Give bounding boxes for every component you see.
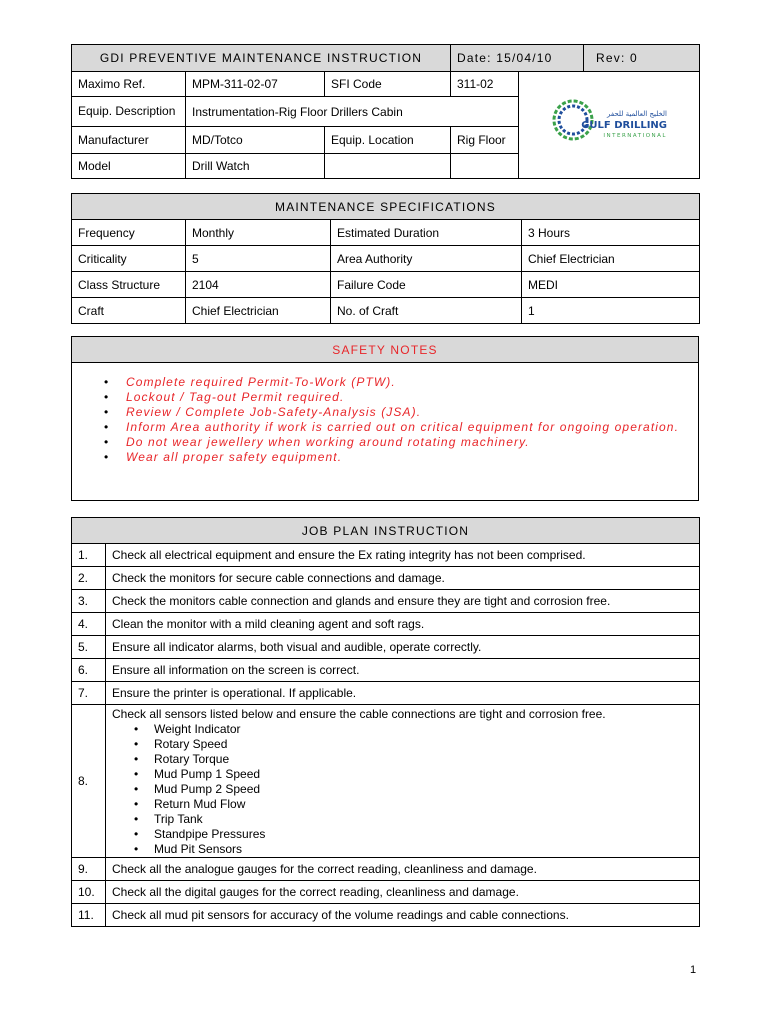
manufacturer-value: MD/Totco (186, 127, 325, 154)
sensor-item: • Trip Tank (134, 812, 203, 826)
maintenance-specs-table (71, 193, 700, 324)
job-step-row (72, 590, 700, 613)
document-date: Date: 15/04/10 (451, 45, 584, 71)
safety-notes-table (71, 336, 699, 501)
step-number: 10. (72, 881, 106, 904)
spec-label: Craft (72, 298, 186, 324)
step-number: 2. (72, 567, 106, 590)
sensor-item: • Standpipe Pressures (134, 827, 266, 841)
job-step-row (72, 881, 700, 904)
safety-item: • Wear all proper safety equipment. (104, 450, 343, 464)
step-number: 9. (72, 858, 106, 881)
safety-item: • Review / Complete Job-Safety-Analysis (JSA). (104, 405, 422, 419)
sensor-item: • Rotary Torque (134, 752, 230, 766)
logo-sub-text: INTERNATIONAL (603, 132, 667, 139)
step-number: 4. (72, 613, 106, 636)
spec-value: 2104 (186, 272, 331, 298)
safety-item: • Inform Area authority if work is carried out on critical equipment for ongoing operation. (104, 420, 680, 434)
safety-list (78, 375, 692, 465)
step-text: Check all mud pit sensors for accuracy of the volume readings and cable connections. (106, 904, 700, 927)
spec-label: Failure Code (331, 272, 522, 298)
job-step-row (72, 613, 700, 636)
location-value: Rig Floor (451, 127, 519, 154)
header-table (71, 44, 700, 179)
spec-label: Area Authority (331, 246, 522, 272)
spec-row (72, 272, 700, 298)
empty-cell (451, 154, 519, 179)
step-text: Check all the analogue gauges for the correct reading, cleanliness and damage. (106, 858, 700, 881)
spec-value: 1 (522, 298, 700, 324)
equip-desc-label: Equip. Description (72, 97, 186, 127)
spec-row (72, 246, 700, 272)
spec-row (72, 298, 700, 324)
model-label: Model (72, 154, 186, 179)
step-text-cell (106, 705, 700, 858)
job-step-row (72, 682, 700, 705)
step-number: 3. (72, 590, 106, 613)
sfi-value: 311-02 (451, 72, 519, 97)
step-number: 5. (72, 636, 106, 659)
sensor-item: • Mud Pit Sensors (134, 842, 243, 856)
spec-value: Chief Electrician (186, 298, 331, 324)
step-text: Check the monitors cable connection and glands and ensure they are tight and corrosion free. (106, 590, 700, 613)
sensor-item: • Mud Pump 1 Speed (134, 767, 261, 781)
sfi-label: SFI Code (325, 72, 451, 97)
spec-label: Class Structure (72, 272, 186, 298)
spec-value: 5 (186, 246, 331, 272)
step-number: 6. (72, 659, 106, 682)
step-number: 7. (72, 682, 106, 705)
page-number: 1 (690, 964, 697, 976)
maximo-value: MPM-311-02-07 (186, 72, 325, 97)
spec-label: No. of Craft (331, 298, 522, 324)
spec-value: Chief Electrician (522, 246, 700, 272)
model-value: Drill Watch (186, 154, 325, 179)
spec-label: Estimated Duration (331, 220, 522, 246)
document-revision: Rev: 0 (596, 51, 638, 65)
step-text: Check the monitors for secure cable connections and damage. (106, 567, 700, 590)
logo-arabic-text: الخليج العالمية للحفر (607, 109, 667, 118)
sensor-item: • Mud Pump 2 Speed (134, 782, 261, 796)
spec-label: Frequency (72, 220, 186, 246)
empty-cell (325, 154, 451, 179)
step-text: Check all sensors listed below and ensure the cable connections are tight and corrosion free. (112, 707, 606, 721)
job-plan-title: JOB PLAN INSTRUCTION (72, 518, 700, 544)
job-plan-table (71, 517, 700, 927)
job-step-row (72, 544, 700, 567)
step-text: Check all the digital gauges for the correct reading, cleanliness and damage. (106, 881, 700, 904)
date-rev-cell (451, 45, 700, 72)
step-text: Ensure the printer is operational. If applicable. (106, 682, 700, 705)
manufacturer-label: Manufacturer (72, 127, 186, 154)
job-step-row (72, 659, 700, 682)
spec-label: Criticality (72, 246, 186, 272)
spec-value: MEDI (522, 272, 700, 298)
job-step-row (72, 904, 700, 927)
safety-title: SAFETY NOTES (72, 337, 699, 363)
specs-title: MAINTENANCE SPECIFICATIONS (72, 194, 700, 220)
gulf-drilling-logo-icon (549, 94, 669, 154)
logo-name-text: GULF DRILLING (581, 119, 667, 131)
job-step-row (72, 858, 700, 881)
step-text: Ensure all information on the screen is correct. (106, 659, 700, 682)
spec-value: 3 Hours (522, 220, 700, 246)
spec-row (72, 220, 700, 246)
safety-notes-body (72, 363, 699, 501)
maximo-label: Maximo Ref. (72, 72, 186, 97)
company-logo (519, 72, 700, 179)
sensor-item: • Weight Indicator (134, 722, 241, 736)
step-number: 1. (72, 544, 106, 567)
step-text: Clean the monitor with a mild cleaning agent and soft rags. (106, 613, 700, 636)
location-label: Equip. Location (325, 127, 451, 154)
step-text: Ensure all indicator alarms, both visual and audible, operate correctly. (106, 636, 700, 659)
spec-value: Monthly (186, 220, 331, 246)
safety-item: • Do not wear jewellery when working around rotating machinery. (104, 435, 530, 449)
job-step-row (72, 567, 700, 590)
step-text: Check all electrical equipment and ensure the Ex rating integrity has not been comprised. (106, 544, 700, 567)
step-number: 11. (72, 904, 106, 927)
sensor-item: • Rotary Speed (134, 737, 228, 751)
step-number: 8. (72, 705, 106, 858)
sensor-item: • Return Mud Flow (134, 797, 246, 811)
job-step-row (72, 636, 700, 659)
safety-item: • Lockout / Tag-out Permit required. (104, 390, 345, 404)
equip-desc-value: Instrumentation-Rig Floor Drillers Cabin (186, 97, 519, 127)
job-step-row (72, 705, 700, 858)
safety-item: • Complete required Permit-To-Work (PTW). (104, 375, 396, 389)
document-title: GDI PREVENTIVE MAINTENANCE INSTRUCTION (72, 45, 451, 72)
sensor-list (112, 722, 693, 857)
